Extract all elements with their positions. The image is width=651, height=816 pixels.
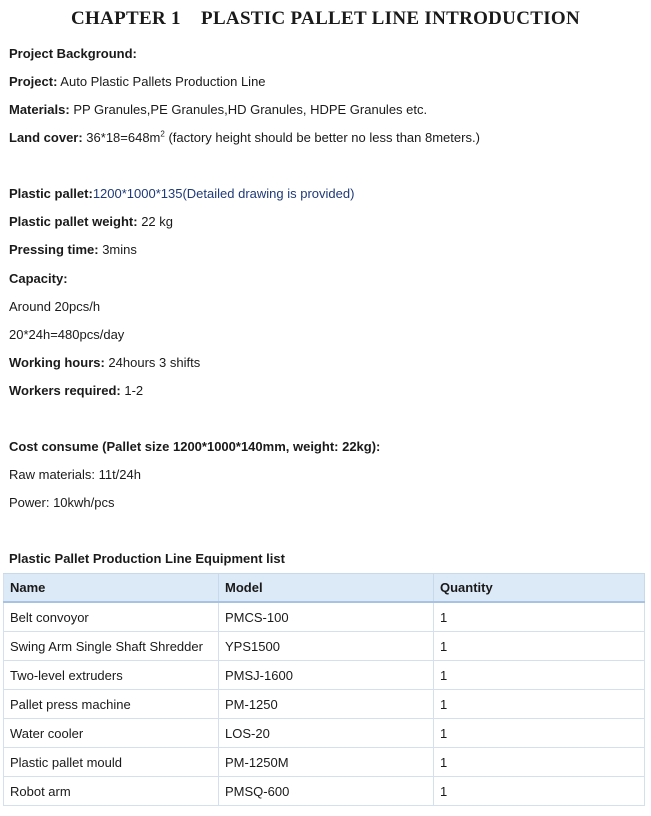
land-cover-line (9, 130, 480, 146)
project-label: Project: (9, 74, 58, 89)
table-row (4, 632, 645, 661)
capacity-label: Capacity: (9, 271, 68, 286)
equipment-quantity: 1 (434, 632, 645, 661)
working-hours-line (9, 355, 200, 371)
equipment-model: LOS-20 (219, 719, 434, 748)
equipment-quantity: 1 (434, 661, 645, 690)
table-row (4, 690, 645, 719)
equipment-model: PM-1250 (219, 690, 434, 719)
pallet-weight-value: 22 kg (137, 214, 174, 229)
equipment-quantity: 1 (434, 719, 645, 748)
equipment-quantity: 1 (434, 748, 645, 777)
table-row (4, 748, 645, 777)
equipment-model: YPS1500 (219, 632, 434, 661)
power-line: Power: 10kwh/pcs (9, 495, 115, 510)
table-row (4, 661, 645, 690)
working-hours-value: 24hours 3 shifts (104, 355, 201, 370)
table-row (4, 719, 645, 748)
cost-consume-heading: Cost consume (Pallet size 1200*1000*140mm, weight: 22kg): (9, 439, 381, 454)
equipment-table (3, 573, 645, 806)
land-cover-superscript: 2 (160, 129, 165, 139)
land-cover-note: (factory height should be better no less than 8meters.) (164, 130, 480, 145)
workers-label: Workers required: (9, 383, 121, 398)
column-header-quantity: Quantity (434, 574, 645, 603)
pressing-time-line (9, 242, 137, 258)
column-header-model: Model (219, 574, 434, 603)
equipment-name: Robot arm (4, 777, 219, 806)
equipment-model: PM-1250M (219, 748, 434, 777)
project-value: Auto Plastic Pallets Production Line (57, 74, 266, 89)
equipment-name: Plastic pallet mould (4, 748, 219, 777)
pressing-time-value: 3mins (98, 242, 137, 257)
equipment-quantity: 1 (434, 777, 645, 806)
workers-value: 1-2 (120, 383, 144, 398)
capacity-daily: 20*24h=480pcs/day (9, 327, 125, 342)
raw-materials-line: Raw materials: 11t/24h (9, 467, 141, 482)
equipment-model: PMSQ-600 (219, 777, 434, 806)
table-row (4, 602, 645, 632)
equipment-name: Belt convoyor (4, 602, 219, 632)
working-hours-label: Working hours: (9, 355, 105, 370)
plastic-pallet-label: Plastic pallet: (9, 186, 93, 201)
equipment-quantity: 1 (434, 690, 645, 719)
plastic-pallet-value: 1200*1000*135(Detailed drawing is provided) (92, 186, 355, 201)
materials-line (9, 102, 427, 118)
equipment-list-heading: Plastic Pallet Production Line Equipment list (9, 551, 285, 566)
equipment-model: PMSJ-1600 (219, 661, 434, 690)
pallet-weight-label: Plastic pallet weight: (9, 214, 138, 229)
pallet-weight-line (9, 214, 173, 230)
materials-label: Materials: (9, 102, 70, 117)
workers-line (9, 383, 143, 399)
equipment-quantity: 1 (434, 602, 645, 632)
table-row (4, 777, 645, 806)
project-background-heading: Project Background: (9, 46, 137, 61)
chapter-title: CHAPTER 1 PLASTIC PALLET LINE INTRODUCTION (71, 8, 580, 29)
equipment-name: Pallet press machine (4, 690, 219, 719)
project-line (9, 74, 266, 90)
pressing-time-label: Pressing time: (9, 242, 99, 257)
table-header-row (4, 574, 645, 603)
land-cover-label: Land cover: (9, 130, 83, 145)
equipment-model: PMCS-100 (219, 602, 434, 632)
capacity-hourly: Around 20pcs/h (9, 299, 101, 314)
equipment-name: Swing Arm Single Shaft Shredder (4, 632, 219, 661)
materials-value: PP Granules,PE Granules,HD Granules, HDPE Granules etc. (69, 102, 428, 117)
equipment-name: Two-level extruders (4, 661, 219, 690)
land-cover-value: 36*18=648m (82, 130, 161, 145)
column-header-name: Name (4, 574, 219, 603)
plastic-pallet-line (9, 186, 354, 202)
equipment-name: Water cooler (4, 719, 219, 748)
